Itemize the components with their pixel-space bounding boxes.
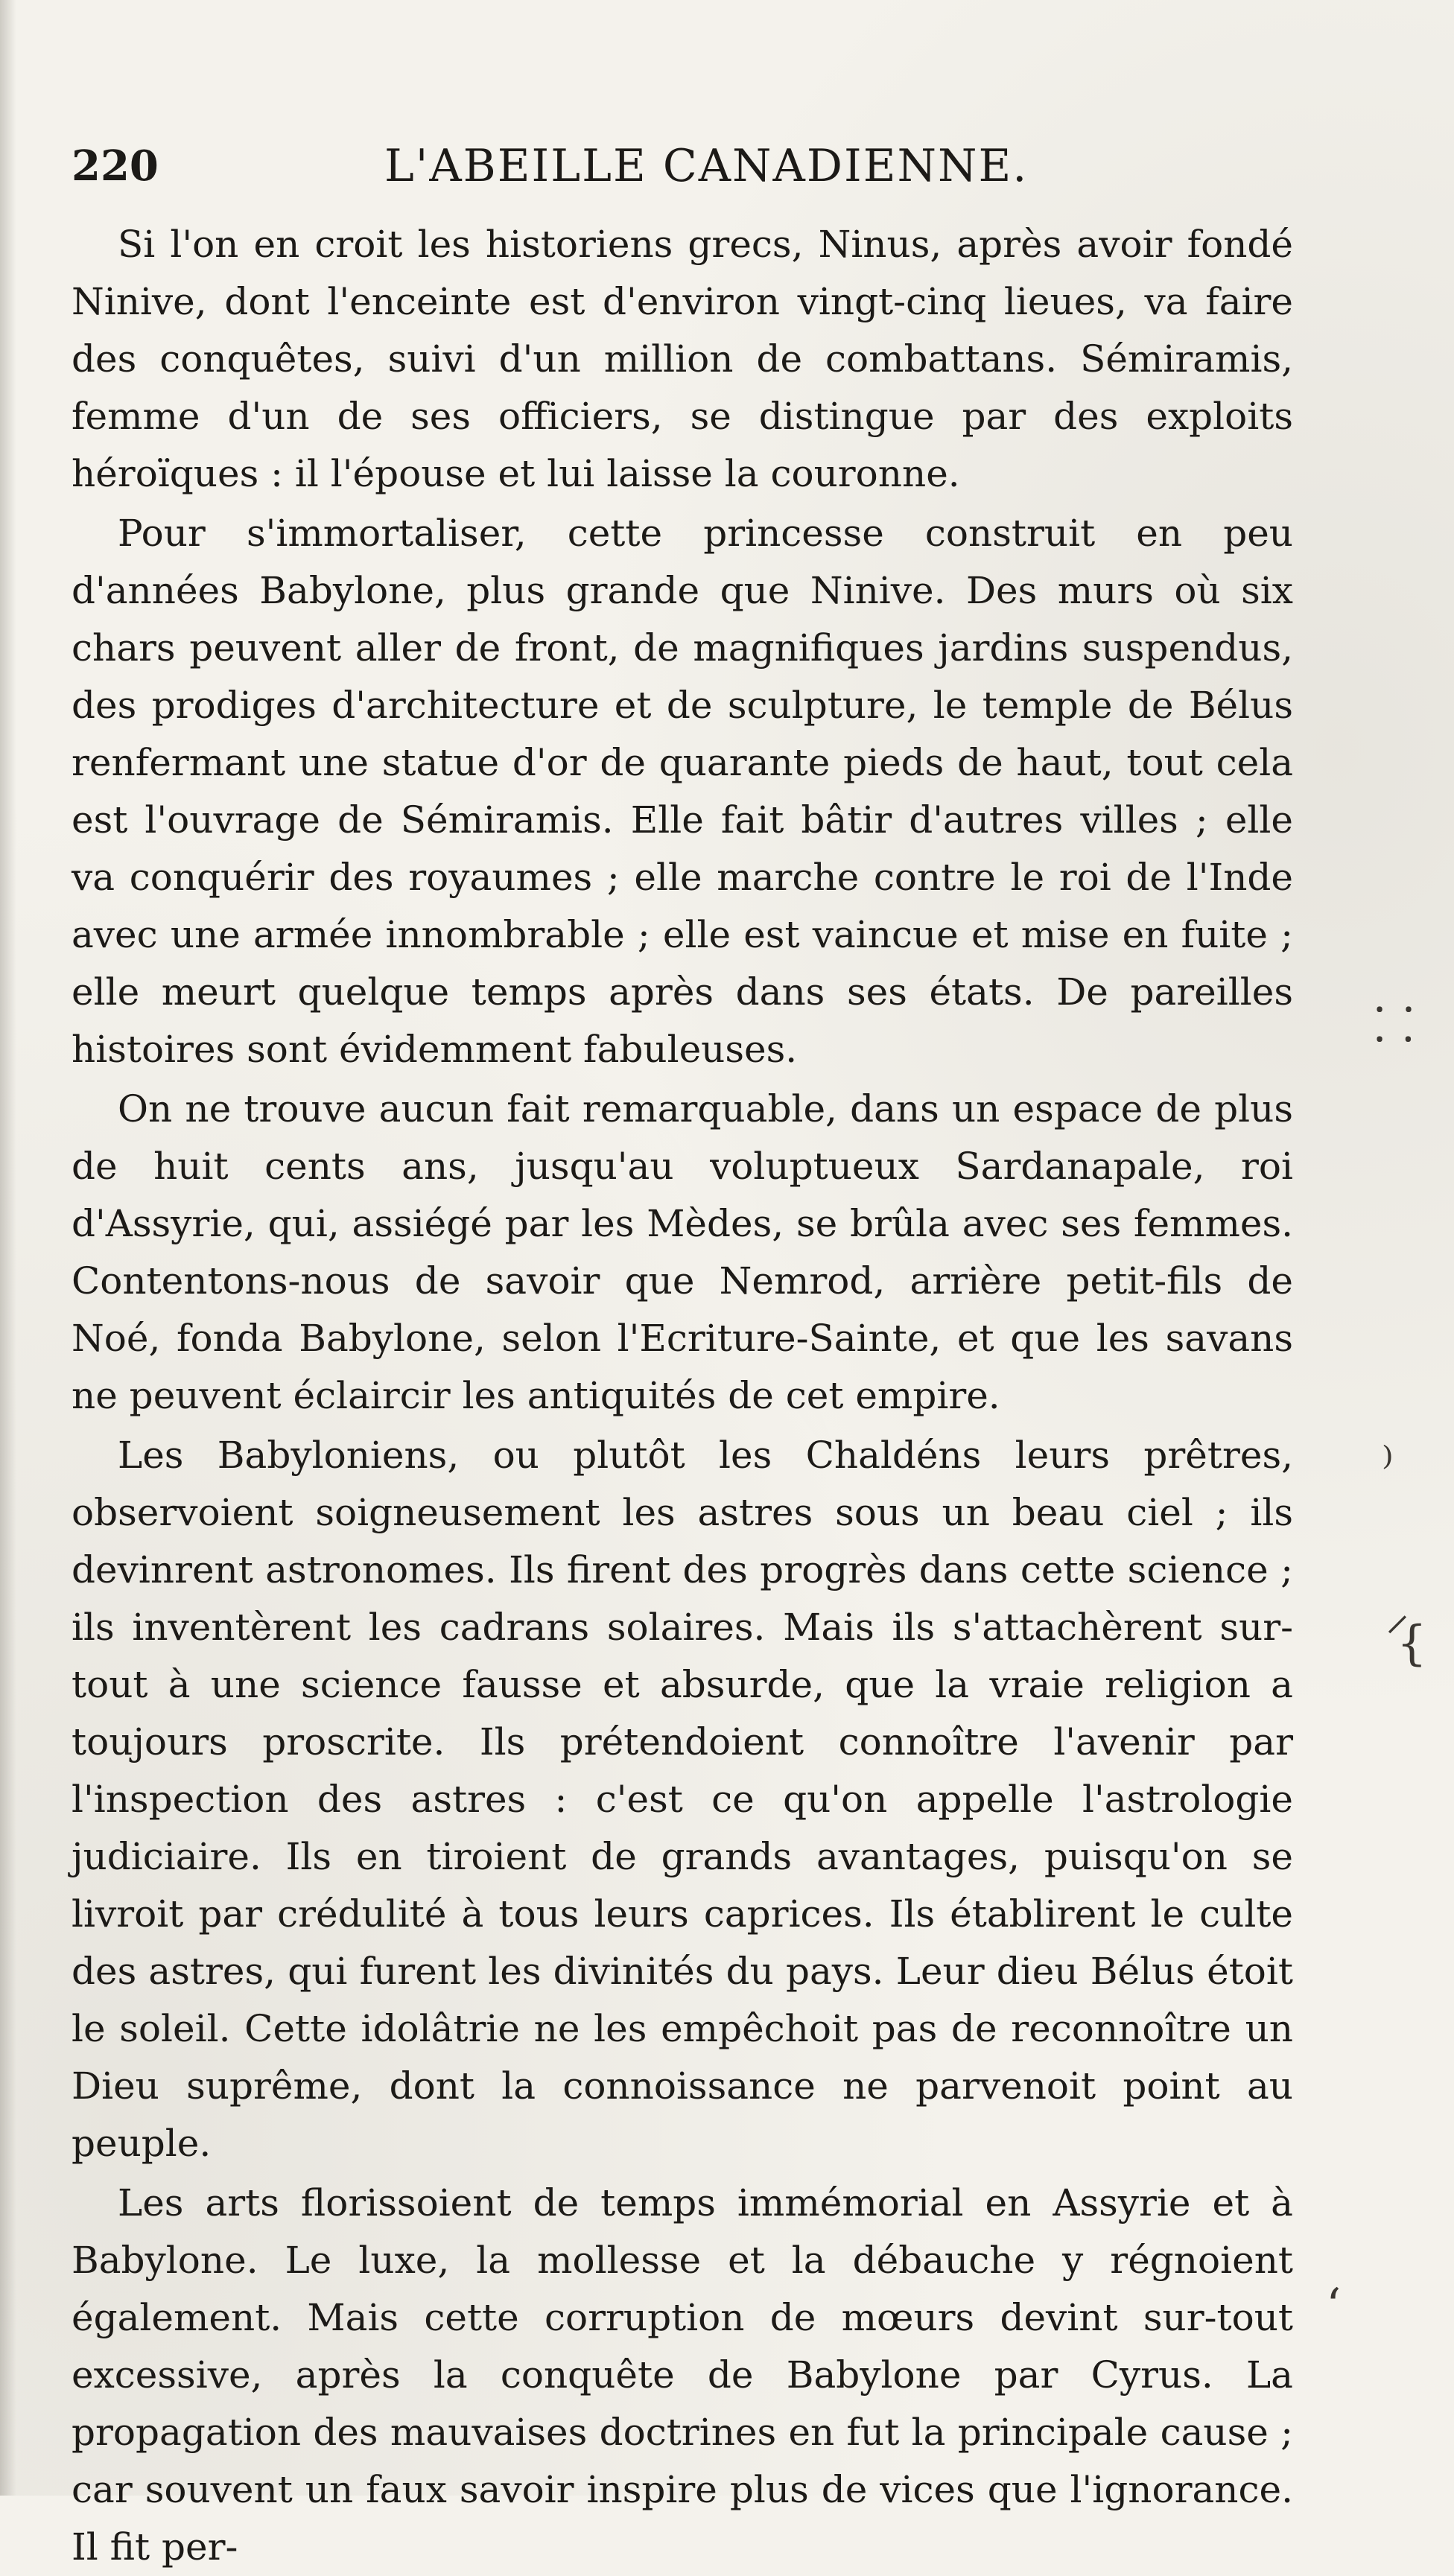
paragraph-ninus: Si l'on en croit les historiens grecs, Ninus, après avoir fondé Ninive, dont l'enceinte est d'environ vingt-cinq lieues, va faire des conquêtes, suivi d'un million de combattans. Sémiramis, femme d'un de ses officiers, se distingue par des exploits héroïques : il l'épouse et lui laisse la couronne. [72,223,1293,495]
margin-ink-mark: ⸬ [1374,998,1415,1053]
margin-ink-mark: ʻ [1326,2279,1342,2334]
paragraph-sardanapale: On ne trouve aucun fait remarquable, dans un espace de plus de huit cents ans, jusqu'au voluptueux Sardanapale, roi d'Assyrie, qui, assiégé par les Mèdes, se brûla avec ses femmes. Contentons-nous de savoir que Nemrod, arrière petit-fils de Noé, fonda Babylone, selon l'Ecriture-Sainte, et que les savans ne peuvent éclaircir les antiquités de cet empire. [72,1087,1293,1417]
running-title: L'ABEILLE CANADIENNE. [384,140,1029,192]
paragraph-semiramis: Pour s'immortaliser, cette princesse construit en peu d'années Babylone, plus grande que Ninive. Des murs où six chars peuvent aller de front, de magnifiques jardins suspendus, des prodiges d'architecture et de sculpture, le temple de Bélus renfermant une statue d'or de quarante pieds de haut, tout cela est l'ouvrage de Sémiramis. Elle fait bâtir d'autres villes ; elle va conquérir des royaumes ; elle marche contre le roi de l'Inde avec une armée innombrable ; elle est vaincue et mise en fuite ; elle meurt quelque temps après dans ses états. De pareilles histoires sont évidemment fabuleuses. [72,512,1293,1071]
paragraph-babyloniens: Les Babyloniens, ou plutôt les Chaldéns leurs prêtres, observoient soigneusement les astres sous un beau ciel ; ils devinrent astronomes. Ils firent des progrès dans cette science ; ils inventèrent les cadrans solaires. Mais ils s'attachèrent sur-tout à une science fausse et absurde, que la vraie religion a toujours proscrite. Ils prétendoient connoître l'avenir par l'inspection des astres : c'est ce qu'on appelle l'astrologie judiciaire. Ils en tiroient de grands avantages, puisqu'on se livroit par crédulité à tous leurs caprices. Ils établirent le culte des astres, qui furent les divinités du pays. Leur dieu Bélus étoit le soleil. Cette idolâtrie ne les empêchoit pas de reconnoître un Dieu suprême, dont la connoissance ne parvenoit point au peuple. [72,1434,1293,2165]
margin-ink-mark: ⁾ [1382,1437,1394,1492]
binding-edge-shadow [0,0,16,2496]
margin-ink-mark: { [1397,1616,1427,1671]
page-number: 220 [72,141,159,191]
page-header [72,133,1293,200]
paragraph-arts: Les arts florissoient de temps immémorial en Assyrie et à Babylone. Le luxe, la mollesse et la débauche y régnoient également. Mais cette corruption de mœurs devint sur-tout excessive, après la conquête de Babylone par Cyrus. La propagation des mauvaises doctrines en fut la principale cause ; car souvent un faux savoir inspire plus de vices que l'ignorance. Il fit per- [72,2181,1293,2569]
body-text [72,216,1293,2576]
margin-ink-mark: ⸝ [1385,1586,1409,1641]
